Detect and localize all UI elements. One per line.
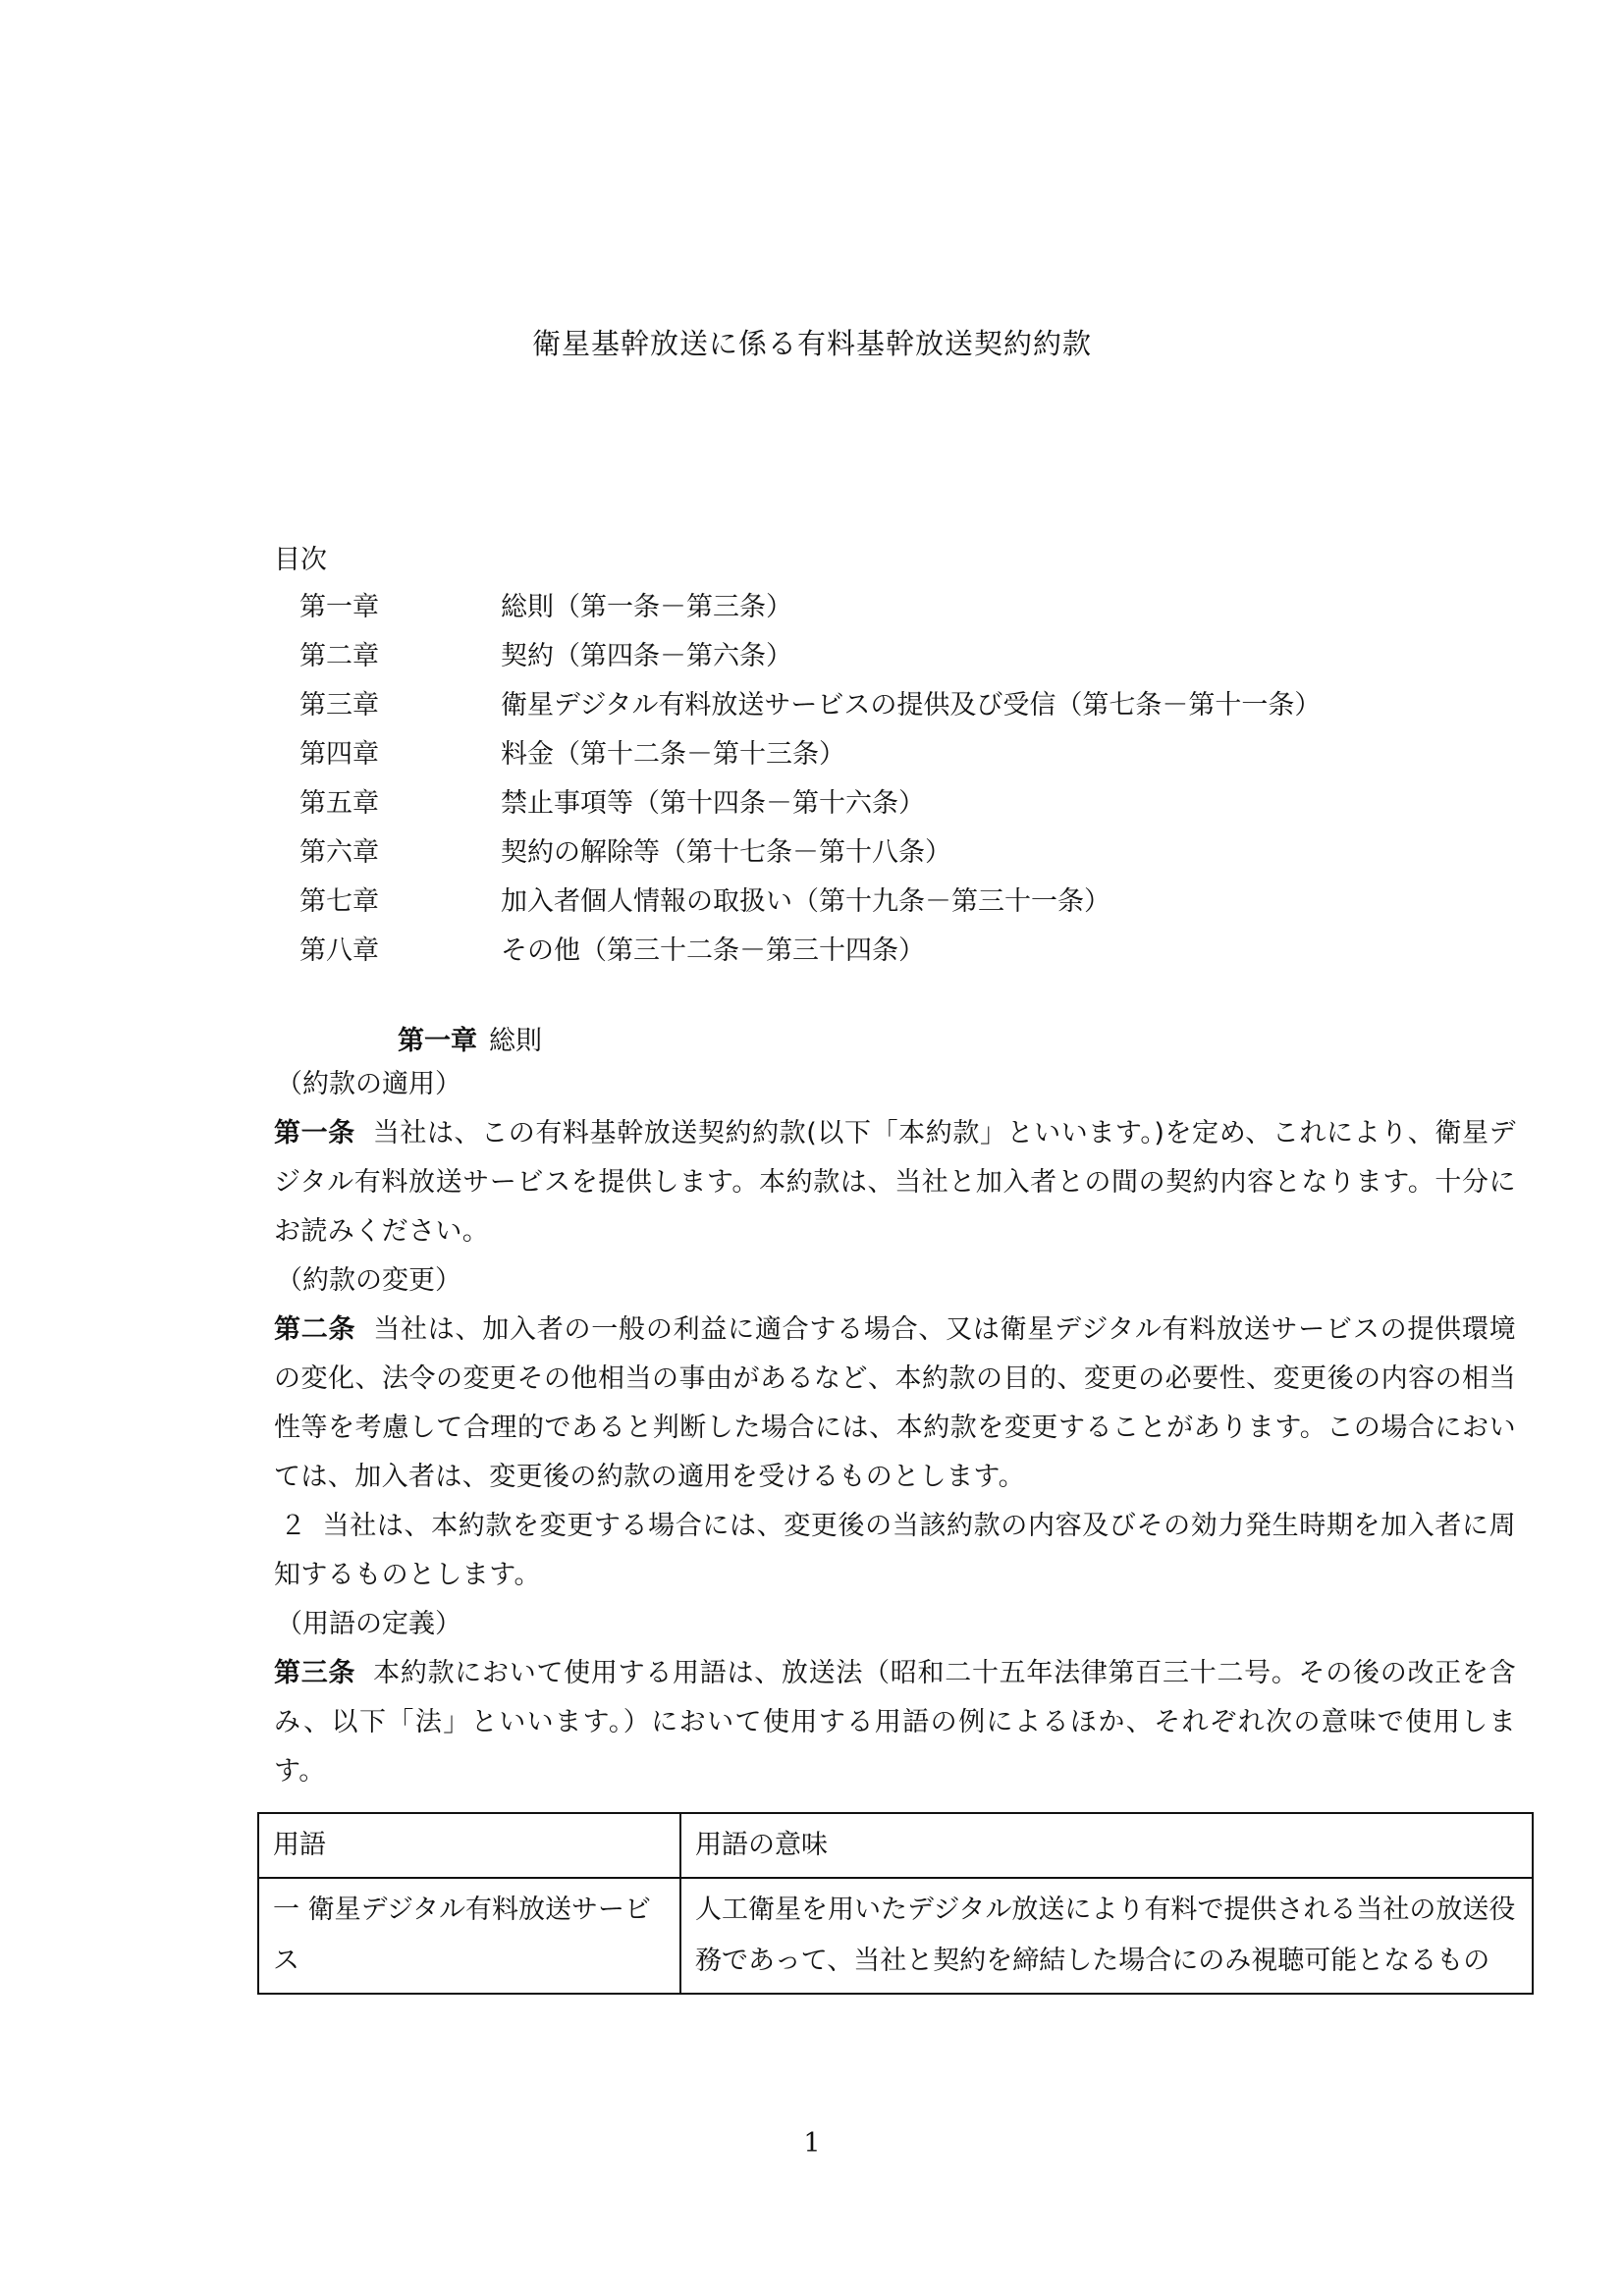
toc-chapter: 第七章 [299, 885, 379, 917]
toc-chapter: 第八章 [299, 934, 379, 966]
chapter-name: 総則 [489, 1026, 542, 1056]
meaning-cell: 人工衛星を用いたデジタル放送により有料で提供される当社の放送役務であって、当社と契約を締結した場合にのみ視聴可能となるもの [680, 1878, 1533, 1994]
toc-description: 契約（第四条－第六条） [501, 640, 792, 671]
toc-description: 加入者個人情報の取扱い（第十九条－第三十一条） [501, 885, 1110, 917]
toc-chapter: 第三章 [299, 689, 379, 721]
article-caption: （約款の変更） [276, 1265, 461, 1296]
document-title: 衛星基幹放送に係る有料基幹放送契約約款 [531, 327, 1092, 360]
toc-item [299, 677, 1478, 726]
article-paragraph [274, 1649, 1516, 1796]
article-text: 当社は、加入者の一般の利益に適合する場合、又は衛星デジタル有料放送サービスの提供環境の変化、法令の変更その他相当の事由があるなど、本約款の目的、変更の必要性、変更後の内容の相当性等を考慮して合理的であると判断した場合には、本約款を変更することがあります。この場合においては、加入者は、変更後の約款の適用を受けるものとします。 [274, 1314, 1516, 1492]
article-text: 本約款において使用する用語は、放送法（昭和二十五年法律第百三十二号。その後の改正を含み、以下「法」といいます。）において使用する用語の例によるほか、それぞれ次の意味で使用します。 [274, 1658, 1516, 1787]
column-header-term: 用語 [258, 1813, 680, 1878]
chapter-number: 第一章 [398, 1026, 477, 1056]
toc-item [299, 628, 1478, 677]
article-label: 第三条 [274, 1658, 356, 1688]
article-subparagraph [274, 1502, 1516, 1600]
table-row [258, 1878, 1533, 1994]
toc-description: 禁止事項等（第十四条－第十六条） [501, 787, 925, 819]
toc-item [299, 579, 1478, 628]
article-caption: （用語の定義） [276, 1609, 461, 1639]
toc-item [299, 923, 1478, 972]
article-label: 第一条 [274, 1118, 355, 1148]
article-text: 当社は、この有料基幹放送契約約款(以下「本約款」といいます。)を定め、これにより、衛星デジタル有料放送サービスを提供します。本約款は、当社と加入者との間の契約内容となります。十分にお読みください。 [274, 1118, 1516, 1247]
page-number: 1 [803, 2128, 821, 2159]
toc-chapter: 第四章 [299, 738, 379, 770]
toc-description: 契約の解除等（第十七条－第十八条） [501, 836, 951, 868]
article-paragraph [274, 1306, 1516, 1502]
toc-item [299, 726, 1478, 775]
toc-item [299, 874, 1478, 923]
toc-item [299, 775, 1478, 825]
toc-description: 総則（第一条－第三条） [501, 591, 792, 622]
paragraph-number: ２ [280, 1511, 307, 1541]
toc-heading: 目次 [274, 545, 327, 575]
table-header-row [258, 1813, 1533, 1878]
toc-description: 料金（第十二条－第十三条） [501, 738, 845, 770]
toc-chapter: 第一章 [299, 591, 379, 622]
column-header-meaning: 用語の意味 [680, 1813, 1533, 1878]
paragraph-text: 当社は、本約款を変更する場合には、変更後の当該約款の内容及びその効力発生時期を加入者に周知するものとします。 [274, 1511, 1516, 1590]
table-of-contents [299, 579, 1478, 972]
article-paragraph [274, 1109, 1516, 1256]
toc-chapter: 第六章 [299, 836, 379, 868]
article-label: 第二条 [274, 1314, 356, 1345]
terms-table [257, 1812, 1534, 1995]
toc-chapter: 第二章 [299, 640, 379, 671]
toc-chapter: 第五章 [299, 787, 379, 819]
toc-item [299, 825, 1478, 874]
toc-description: その他（第三十二条－第三十四条） [501, 934, 925, 966]
chapter-body [274, 1060, 1516, 1796]
toc-description: 衛星デジタル有料放送サービスの提供及び受信（第七条－第十一条） [501, 689, 1322, 721]
term-cell: 一 衛星デジタル有料放送サービス [258, 1878, 680, 1994]
article-caption: （約款の適用） [276, 1069, 461, 1099]
chapter-heading [398, 1019, 542, 1057]
